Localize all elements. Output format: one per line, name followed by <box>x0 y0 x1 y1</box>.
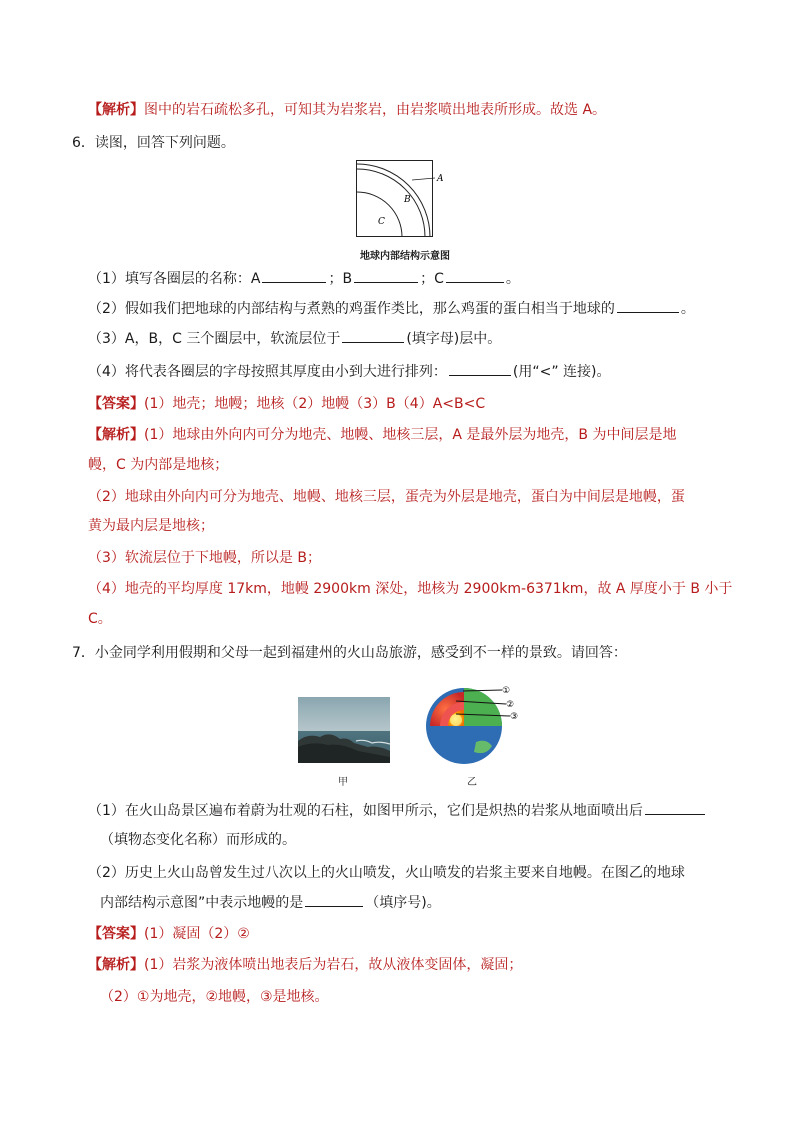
earth-cutaway-globe <box>426 682 526 770</box>
q6-part1 <box>88 268 520 289</box>
q6-part2-end: 。 <box>680 301 695 317</box>
q7-analysis-2: （2）①为地壳，②地幔，③是地核。 <box>100 989 329 1005</box>
q6-part2-text: （2）假如我们把地球的内部结构与煮熟的鸡蛋作类比，那么鸡蛋的蛋白相当于地球的 <box>88 301 615 317</box>
blank-c <box>446 268 504 283</box>
q6-part4 <box>88 361 611 382</box>
earth-globe-figure <box>426 682 526 770</box>
q7-part2-line2 <box>100 892 441 913</box>
q6-part4-text-b: (用“<” 连接)。 <box>512 364 611 380</box>
answer-text: (1）凝固（2）② <box>144 926 250 942</box>
q6-title: 6．读图，回答下列问题。 <box>72 135 235 151</box>
q6-analysis-1a <box>88 425 676 445</box>
q7-part1-text: （1）在火山岛景区遍布着蔚为壮观的石柱，如图甲所示，它们是炽热的岩浆从地面喷出后 <box>88 803 643 819</box>
blank-mantle-number <box>305 892 363 907</box>
globe-label-1: ① <box>502 686 511 696</box>
q6-analysis-4a: （4）地壳的平均厚度 17km，地幔 2900km 深处，地核为 2900km-6371km，故 A 厚度小于 B 小于 <box>88 581 733 597</box>
q6-part4-text-a: （4）将代表各圈层的字母按照其厚度由小到大进行排列： <box>88 364 447 380</box>
q6-part1-text-c: ；C <box>420 271 444 287</box>
earth-structure-figure <box>356 160 456 238</box>
answer-text: (1）地壳；地幔；地核（2）地幔（3）B（4）A<B<C <box>144 396 486 412</box>
answer-tag: 【答案】 <box>88 396 144 412</box>
analysis-tag: 【解析】 <box>88 427 144 443</box>
q6-part3-text-a: （3）A，B，C 三个圈层中，软流层位于 <box>88 331 341 347</box>
q5-analysis <box>88 100 606 120</box>
q7-part2-end: （填序号)。 <box>365 895 441 911</box>
q7-part2-text: 内部结构示意图”中表示地幔的是 <box>100 895 304 911</box>
volcanic-rock-photo <box>298 697 390 763</box>
q6-analysis-1b: 幔，C 为内部是地核； <box>88 457 229 473</box>
q6-answer <box>88 394 485 414</box>
figure-caption: 地球内部结构示意图 <box>360 251 450 262</box>
blank-order <box>449 361 511 376</box>
q6-analysis-4b: C。 <box>88 611 112 627</box>
q6-part1-text-b: ；B <box>328 271 353 287</box>
q6-part2 <box>88 298 695 319</box>
q7-title: 7．小金同学利用假期和父母一起到福建州的火山岛旅游，感受到不一样的景致。请回答： <box>72 645 627 661</box>
q6-analysis-2b: 黄为最内层是地核； <box>88 518 214 534</box>
q6-part3-text-b: (填字母)层中。 <box>406 331 502 347</box>
analysis-text: 图中的岩石疏松多孔，可知其为岩浆岩，由岩浆喷出地表所形成。故选 A。 <box>144 102 607 118</box>
analysis-tag: 【解析】 <box>88 102 144 118</box>
photo-caption-jia: 甲 <box>338 777 348 788</box>
q6-part1-text-a: （1）填写各圈层的名称：A <box>88 271 261 287</box>
analysis-tag: 【解析】 <box>88 957 144 973</box>
blank-asthenosphere <box>342 328 404 343</box>
photo-caption-yi: 乙 <box>467 777 477 788</box>
label-c: C <box>378 217 385 227</box>
q6-part1-end: 。 <box>505 271 520 287</box>
label-a: A <box>437 174 444 184</box>
analysis-text: (1）地球由外向内可分为地壳、地幔、地核三层，A 是最外层为地壳，B 为中间层是地 <box>144 427 677 443</box>
q7-part1-line2: （填物态变化名称）而形成的。 <box>100 832 296 848</box>
q7-part1-line1 <box>88 800 707 821</box>
blank-state-change <box>645 800 705 815</box>
earth-quadrant-diagram <box>356 160 456 238</box>
q7-analysis-1 <box>88 955 522 975</box>
q6-analysis-2a: （2）地球由外向内可分为地壳、地幔、地核三层，蛋壳为外层是地壳，蛋白为中间层是地幔，蛋 <box>88 489 685 505</box>
q7-part2-line1: （2）历史上火山岛曾发生过八次以上的火山喷发，火山喷发的岩浆主要来自地幔。在图乙的地球 <box>88 865 685 881</box>
coastal-rock-image <box>298 697 390 763</box>
blank-b <box>354 268 418 283</box>
blank-a <box>262 268 326 283</box>
globe-label-2: ② <box>506 700 515 710</box>
blank-egg-white <box>617 298 679 313</box>
answer-tag: 【答案】 <box>88 926 144 942</box>
globe-label-3: ③ <box>510 712 519 722</box>
label-b: B <box>404 195 411 205</box>
q7-answer <box>88 924 250 944</box>
q6-part3 <box>88 328 501 349</box>
analysis-text: (1）岩浆为液体喷出地表后为岩石，故从液体变固体，凝固； <box>144 957 523 973</box>
q6-analysis-3: （3）软流层位于下地幔，所以是 B； <box>88 550 321 566</box>
